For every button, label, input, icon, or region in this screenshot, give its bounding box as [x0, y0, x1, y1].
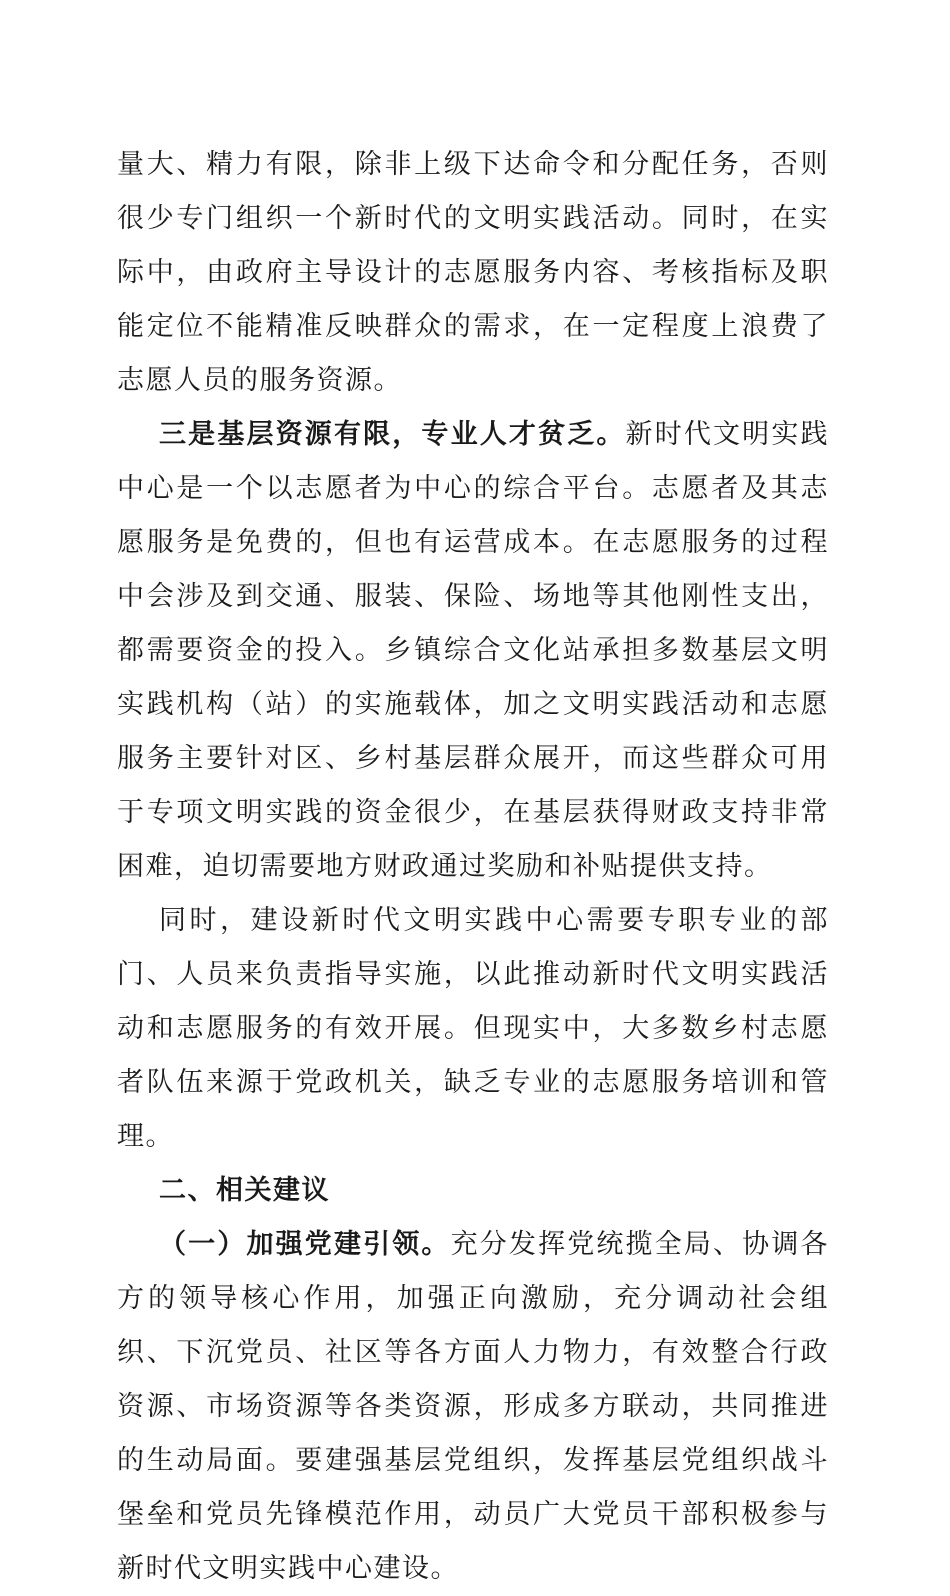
paragraph-text: 同时，建设新时代文明实践中心需要专职专业的部门、人员来负责指导实施，以此推动新时代文明实践活动和志愿服务的有效开展。但现实中，大多数乡村志愿者队伍来源于党政机关，缺乏专业的志愿服务培训和管理。 — [117, 905, 829, 1152]
paragraph-text: 量大、精力有限，除非上级下达命令和分配任务，否则很少专门组织一个新时代的文明实践活动。同时，在实际中，由政府主导设计的志愿服务内容、考核指标及职能定位不能精准反映群众的需求，在一定程度上浪费了志愿人员的服务资源。 — [117, 149, 829, 396]
paragraph-resources — [117, 408, 829, 894]
document-body — [117, 138, 829, 1596]
paragraph-suggestion-1 — [117, 1218, 829, 1596]
paragraph-text: 新时代文明实践中心是一个以志愿者为中心的综合平台。志愿者及其志愿服务是免费的，但也有运营成本。在志愿服务的过程中会涉及到交通、服装、保险、场地等其他刚性支出，都需要资金的投入。乡镇综合文化站承担多数基层文明实践机构（站）的实施载体，加之文明实践活动和志愿服务主要针对区、乡村基层群众展开，而这些群众可用于专项文明实践的资金很少，在基层获得财政支持非常困难，迫切需要地方财政通过奖励和补贴提供支持。 — [117, 419, 830, 882]
paragraph-text: 充分发挥党统揽全局、协调各方的领导核心作用，加强正向激励，充分调动社会组织、下沉党员、社区等各方面人力物力，有效整合行政资源、市场资源等各类资源，形成多方联动，共同推进的生动局面。要建强基层党组织，发挥基层党组织战斗堡垒和党员先锋模范作用，动员广大党员干部积极参与新时代文明实践中心建设。 — [117, 1229, 830, 1584]
paragraph-lead: （一）加强党建引领。 — [159, 1229, 451, 1260]
paragraph-lead: 三是基层资源有限，专业人才贫乏。 — [159, 419, 626, 450]
paragraph-continuation — [117, 138, 829, 408]
paragraph-staffing — [117, 894, 829, 1164]
section-heading: 二、相关建议 — [159, 1175, 330, 1206]
